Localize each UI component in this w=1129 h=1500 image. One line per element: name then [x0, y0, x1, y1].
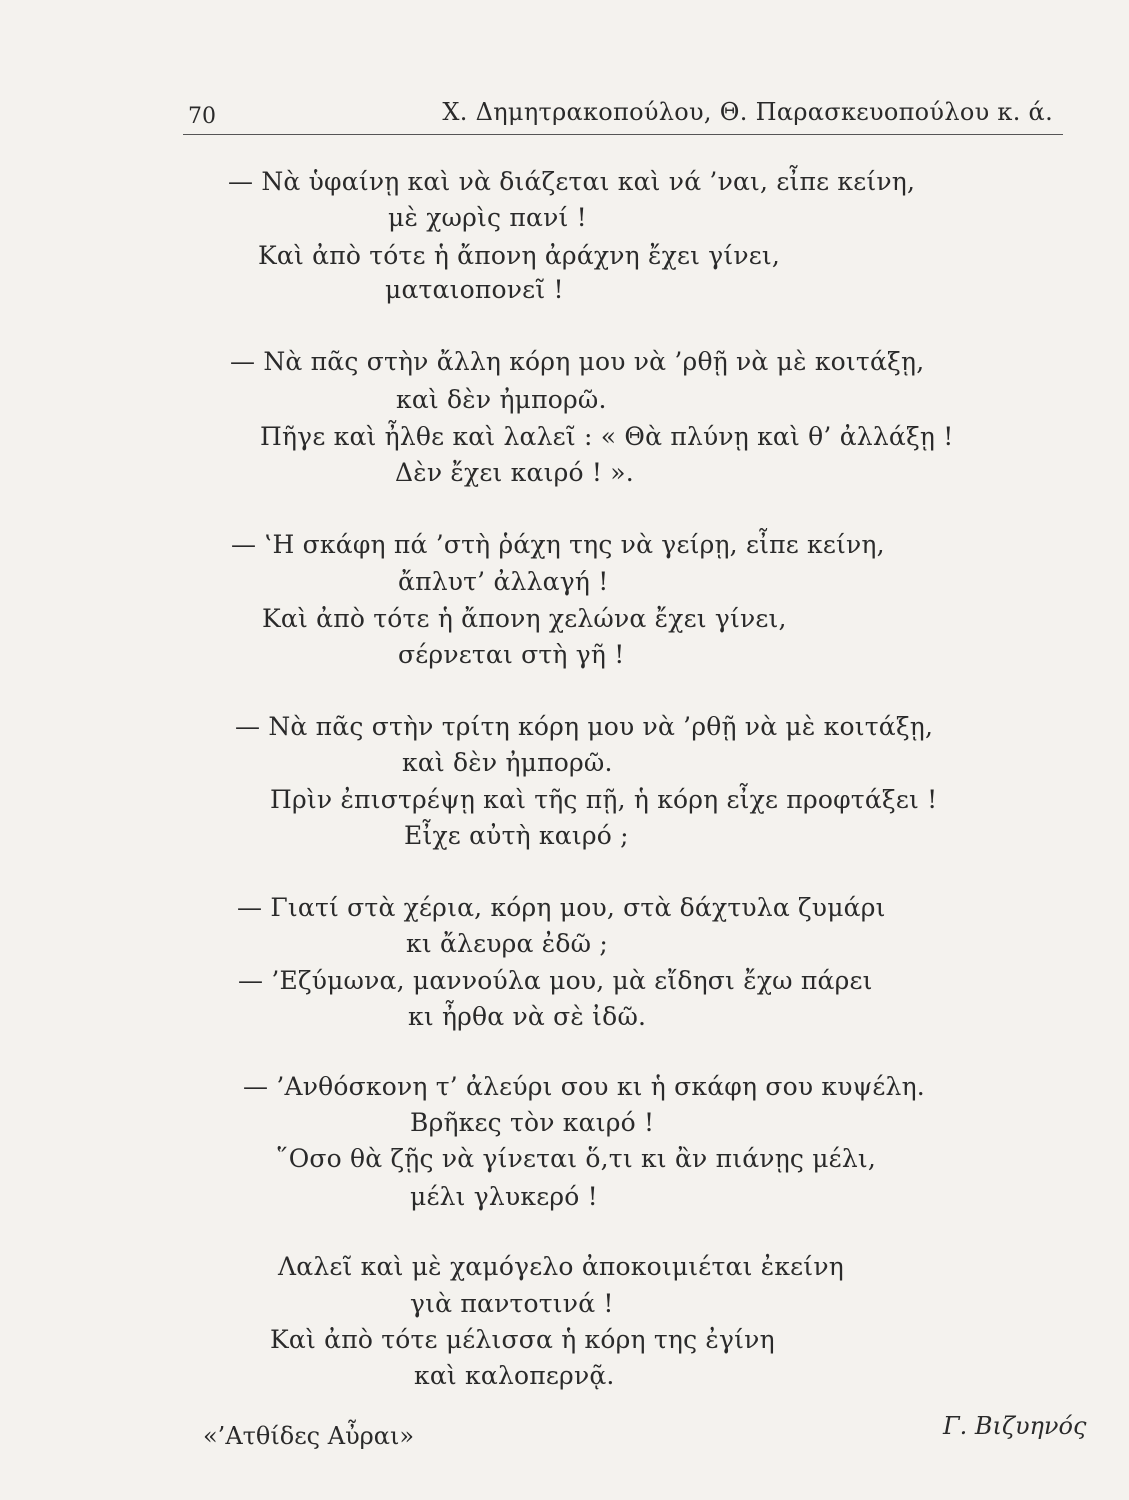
poem-line: — ’Εζύμωνα, μαννούλα μου, μὰ εἴδησι ἔχω πάρει — [238, 966, 873, 995]
poem-line: μὲ χωρὶς πανί ! — [388, 203, 587, 232]
poem-line: Καὶ ἀπὸ τότε ἡ ἄπονη ἀράχνη ἔχει γίνει, — [258, 241, 781, 270]
poem-line: μέλι γλυκερό ! — [410, 1182, 598, 1211]
poem-line: κι ἄλευρα ἐδῶ ; — [406, 929, 608, 958]
poem-line: — Γιατί στὰ χέρια, κόρη μου, στὰ δάχτυλα ζυμάρι — [237, 893, 886, 922]
running-head: Χ. Δημητρακοπούλου, Θ. Παρασκευοπούλου κ. ά. — [442, 98, 1053, 126]
poem-line: κι ἦρθα νὰ σὲ ἰδῶ. — [408, 1002, 647, 1031]
poem-line: Λαλεῖ καὶ μὲ χαμόγελο ἀποκοιμιέται ἐκείνη — [278, 1252, 844, 1281]
poem-line: Πῆγε καὶ ἦλθε καὶ λαλεῖ : « Θὰ πλύνῃ καὶ θ’ ἀλλάξῃ ! — [260, 422, 954, 451]
poem-line: Πρὶν ἐπιστρέψῃ καὶ τῆς πῇ, ἡ κόρη εἶχε προφτάξει ! — [270, 785, 938, 814]
poem-line: σέρνεται στὴ γῆ ! — [398, 640, 625, 669]
poem-line: Καὶ ἀπὸ τότε μέλισσα ἡ κόρη της ἐγίνη — [270, 1325, 775, 1354]
poem-line: γιὰ παντοτινά ! — [410, 1289, 614, 1318]
poem-line: — Νὰ ὑφαίνῃ καὶ νὰ διάζεται καὶ νά ’ναι, εἶπε κείνη, — [228, 167, 916, 196]
poem-line: Εἶχε αὐτὴ καιρό ; — [404, 821, 629, 850]
poem-line: Καὶ ἀπὸ τότε ἡ ἄπονη χελώνα ἔχει γίνει, — [262, 604, 787, 633]
poem-line: ματαιοπονεῖ ! — [385, 275, 564, 304]
poem-line: καὶ καλοπερνᾷ. — [414, 1361, 615, 1390]
page-header — [183, 94, 1063, 135]
poem-line: — ’Ανθόσκονη τ’ ἀλεύρι σου κι ἡ σκάφη σου κυψέλη. — [243, 1072, 925, 1101]
page-number: 70 — [188, 104, 216, 129]
poem-line: — Νὰ πᾶς στὴν τρίτη κόρη μου νὰ ’ρθῇ νὰ μὲ κοιτάξῃ, — [235, 712, 934, 741]
poem-line: Βρῆκες τὸν καιρό ! — [410, 1108, 655, 1137]
source-title: «’Ατθίδες Αὖραι» — [203, 1422, 415, 1450]
poem-line: Δὲν ἔχει καιρό ! ». — [395, 458, 634, 487]
poem-line: — ‛Η σκάφη πά ’στὴ ῥάχη της νὰ γείρῃ, εἶπε κείνη, — [231, 530, 885, 559]
poem-line: ἄπλυτ’ ἀλλαγή ! — [398, 567, 609, 596]
poem-line: ῞Οσο θὰ ζῇς νὰ γίνεται ὅ,τι κι ἂν πιάνῃς μέλι, — [276, 1144, 877, 1173]
poem-line: καὶ δὲν ἠμπορῶ. — [396, 385, 607, 414]
author-signature: Γ. Βιζυηνός — [943, 1412, 1087, 1440]
poem-line: — Νὰ πᾶς στὴν ἄλλη κόρη μου νὰ ’ρθῇ νὰ μὲ κοιτάξῃ, — [230, 347, 925, 376]
poem-line: καὶ δὲν ἠμπορῶ. — [402, 748, 613, 777]
